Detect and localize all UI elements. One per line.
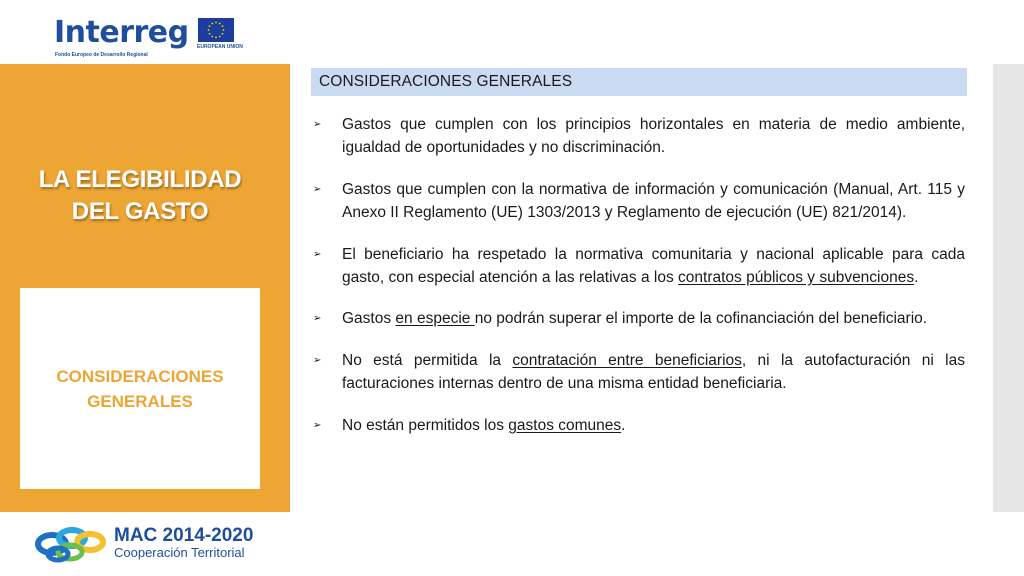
sidebar-section-label-line1: CONSIDERACIONES [56, 366, 224, 386]
list-item [313, 307, 965, 330]
sidebar-panel [0, 64, 290, 512]
eu-star-icon [219, 36, 221, 38]
list-item [313, 113, 965, 159]
bullet-text-end: no podrán superar el importe de la cofinanciación del beneficiario. [474, 310, 928, 327]
bullet-text: Gastos que cumplen con la normativa de información y comunicación (Manual, Art. 115 y Anexo II Reglamento (UE) 1303/2013 y Reglamento de ejecución (UE) 821/2014). [342, 181, 965, 221]
eu-label: EUROPEAN UNION [197, 44, 243, 50]
sidebar-section-card [20, 288, 260, 489]
mac-logo-subtitle: Cooperación Territorial [114, 545, 245, 560]
arrow-bullet-icon: ➢ [313, 313, 322, 324]
eu-star-icon [223, 29, 225, 31]
section-header-bar [311, 68, 967, 96]
list-item [313, 349, 965, 395]
eu-star-icon [215, 22, 217, 24]
arrow-bullet-icon: ➢ [313, 420, 322, 431]
eu-star-icon [215, 37, 217, 39]
eu-star-icon [222, 25, 224, 27]
bullet-text: El beneficiario ha respetado la normativa comunitaria y nacional aplicable para cada gasto, con especial atención a las relativas a los [342, 246, 965, 286]
bullet-text-end: . [914, 269, 919, 286]
sidebar-section-label-line2: GENERALES [87, 391, 193, 411]
mac-rings-icon [32, 522, 112, 566]
underlined-term-gastos-comunes: gastos comunes [508, 417, 622, 434]
interreg-wordmark: Interreg [54, 15, 189, 50]
mac-logo [32, 522, 272, 566]
eu-star-icon [211, 36, 213, 38]
list-item [313, 414, 965, 437]
sidebar-title-line1: LA ELEGIBILIDAD [38, 166, 242, 193]
sidebar-title [0, 164, 280, 228]
eu-star-icon [208, 29, 210, 31]
underlined-term-especie: en especie [395, 310, 475, 327]
list-item [313, 178, 965, 224]
bullet-text-end: , ni la autofacturación ni las facturaciones internas dentro de una misma entidad beneficiaria. [342, 352, 965, 392]
list-item [313, 243, 965, 289]
bullet-text: No está permitida la [342, 352, 513, 369]
bullet-text: Gastos que cumplen con los principios horizontales en materia de medio ambiente, igualdad de oportunidades y no discriminación. [342, 116, 965, 156]
eu-flag-icon [198, 18, 234, 42]
eu-star-icon [219, 23, 221, 25]
sidebar-section-label [56, 364, 223, 414]
interreg-subtitle: Fondo Europeo de Desarrollo Regional [55, 52, 148, 58]
eu-star-icon [222, 33, 224, 35]
arrow-bullet-icon: ➢ [313, 119, 322, 130]
eu-star-icon [211, 23, 213, 25]
bullet-text-end: . [621, 417, 626, 434]
arrow-bullet-icon: ➢ [313, 184, 322, 195]
bullet-text: No están permitidos los [342, 417, 509, 434]
arrow-bullet-icon: ➢ [313, 249, 322, 260]
interreg-logo [54, 16, 244, 60]
eu-star-icon [209, 25, 211, 27]
eu-star-icon [209, 33, 211, 35]
section-title: CONSIDERACIONES GENERALES [319, 73, 573, 90]
sidebar-title-line2: DEL GASTO [71, 198, 209, 225]
underlined-term-contratos: contratos públicos y subvenciones [678, 269, 915, 286]
right-decorative-strip [993, 64, 1024, 512]
bullet-list [313, 113, 965, 437]
arrow-bullet-icon: ➢ [313, 355, 322, 366]
bullet-text: Gastos [342, 310, 396, 327]
underlined-term-contratacion: contratación entre beneficiarios [512, 352, 742, 369]
mac-logo-title: MAC 2014-2020 [114, 525, 254, 546]
